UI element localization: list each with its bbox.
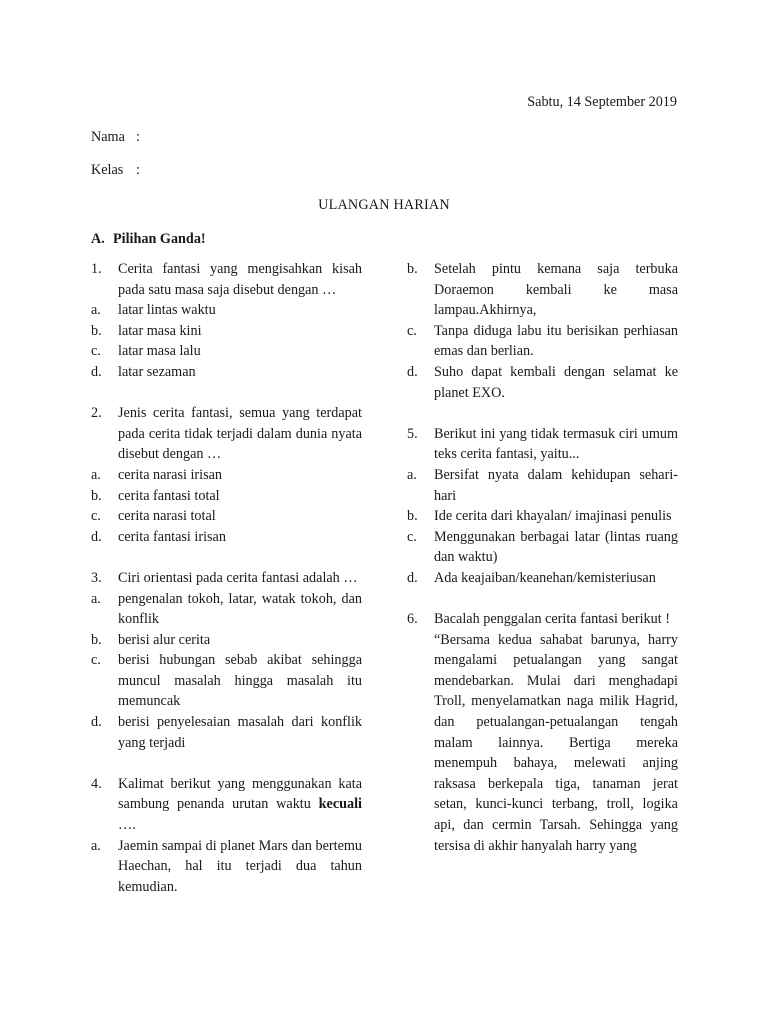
option-row — [91, 486, 362, 507]
name-field-row — [91, 127, 140, 148]
spacer — [407, 589, 678, 610]
question-4 — [91, 774, 362, 836]
option-letter: c. — [91, 508, 101, 525]
spacer — [407, 403, 678, 424]
class-separator: : — [136, 162, 140, 178]
option-text: Ada keajaiban/keanehan/kemisteriusan — [434, 569, 656, 586]
option-letter: d. — [407, 363, 418, 380]
question-number: 5. — [407, 425, 418, 442]
spacer — [91, 547, 362, 568]
option-letter: c. — [407, 322, 417, 339]
option-row — [407, 465, 678, 506]
question-text: Cerita fantasi yang mengisahkan kisah pada satu masa saja disebut dengan … — [118, 261, 362, 298]
option-row — [91, 836, 362, 898]
option-letter: b. — [91, 487, 102, 504]
option-text: Ide cerita dari khayalan/ imajinasi penulis — [434, 508, 672, 525]
option-text: berisi alur cerita — [118, 631, 211, 648]
option-text: Tanpa diduga labu itu berisikan perhiasan emas dan berlian. — [434, 322, 678, 360]
question-number: 2. — [91, 405, 102, 422]
option-row — [407, 259, 678, 321]
option-text: latar masa lalu — [118, 343, 201, 360]
exam-title: ULANGAN HARIAN — [318, 197, 450, 213]
option-row — [91, 300, 362, 321]
option-row — [407, 506, 678, 527]
option-text: latar sezaman — [118, 363, 196, 380]
option-letter: d. — [91, 528, 102, 545]
option-letter: b. — [91, 631, 102, 648]
question-1 — [91, 259, 362, 300]
option-text: latar lintas waktu — [118, 302, 216, 319]
date-line: Sabtu, 14 September 2019 — [527, 94, 677, 110]
question-number: 3. — [91, 569, 102, 586]
option-text: Jaemin sampai di planet Mars dan bertemu Haechan, hal itu terjadi dua tahun kemudian. — [118, 837, 362, 895]
question-5 — [407, 424, 678, 465]
option-text: Setelah pintu kemana saja terbuka Doraemon kembali ke masa lampau.Akhirnya, — [434, 261, 678, 319]
option-row — [91, 650, 362, 712]
option-letter: b. — [91, 322, 102, 339]
option-row — [91, 712, 362, 753]
option-letter: a. — [91, 590, 101, 607]
option-row — [91, 465, 362, 486]
name-label: Nama — [91, 129, 125, 145]
option-letter: d. — [91, 714, 102, 731]
option-letter: a. — [91, 302, 101, 319]
option-letter: c. — [91, 343, 101, 360]
option-row — [407, 527, 678, 568]
option-text: Menggunakan berbagai latar (lintas ruang dan waktu) — [434, 528, 678, 566]
option-row — [91, 341, 362, 362]
spacer — [91, 383, 362, 404]
option-text: cerita fantasi irisan — [118, 528, 226, 545]
passage-row — [407, 630, 678, 857]
class-field-row — [91, 160, 140, 181]
question-emphasis: kecuali — [318, 796, 362, 813]
option-letter: c. — [407, 528, 417, 545]
option-row — [407, 321, 678, 362]
option-row — [407, 568, 678, 589]
option-letter: d. — [407, 569, 418, 586]
question-text: Berikut ini yang tidak termasuk ciri umum teks cerita fantasi, yaitu... — [434, 425, 678, 463]
option-letter: a. — [91, 466, 101, 483]
option-row — [91, 506, 362, 527]
option-row — [91, 362, 362, 383]
option-text: latar masa kini — [118, 322, 202, 339]
question-number: 6. — [407, 611, 418, 628]
section-heading — [91, 229, 206, 250]
question-text: Bacalah penggalan cerita fantasi berikut ! — [434, 611, 670, 628]
option-text: Suho dapat kembali dengan selamat ke planet EXO. — [434, 363, 678, 401]
section-letter: A. — [91, 231, 105, 247]
question-number: 1. — [91, 261, 102, 277]
option-row — [407, 362, 678, 403]
question-text: Ciri orientasi pada cerita fantasi adalah … — [118, 569, 358, 586]
option-letter: b. — [407, 261, 418, 277]
question-text: Jenis cerita fantasi, semua yang terdapat pada cerita tidak terjadi dalam dunia nyata disebut dengan … — [118, 405, 362, 463]
option-letter: c. — [91, 652, 101, 669]
question-2 — [91, 403, 362, 465]
option-row — [91, 527, 362, 548]
option-text: pengenalan tokoh, latar, watak tokoh, dan konflik — [118, 590, 362, 628]
question-6 — [407, 609, 678, 630]
question-text-part: …. — [118, 817, 136, 834]
left-column — [91, 259, 362, 897]
option-row — [91, 321, 362, 342]
option-text: cerita narasi irisan — [118, 466, 222, 483]
question-text — [118, 774, 362, 836]
option-letter: b. — [407, 508, 418, 525]
option-text: Bersifat nyata dalam kehidupan sehari-hari — [434, 466, 678, 504]
option-text: cerita fantasi total — [118, 487, 220, 504]
option-text: berisi hubungan sebab akibat sehingga muncul masalah hingga masalah itu memuncak — [118, 652, 362, 710]
class-label: Kelas — [91, 162, 124, 178]
story-passage: “Bersama kedua sahabat barunya, harry mengalami petualangan yang sangat mendebarkan. Mulai dari menghadapi Troll, menyelamatkan naga milik Hagrid, dan petualangan-petualangan tengah malam lainnya. Bertiga mereka menempuh bahaya, melewati anjing raksasa berkepala tiga, tanaman jerat setan, kunci-kunci terbang, troll, logika api, dan cermin Tarsah. Sehingga yang tersisa di akhir hanyalah harry yang — [434, 631, 678, 854]
question-number: 4. — [91, 775, 102, 792]
question-text-part: Kalimat berikut yang menggunakan kata sambung penanda urutan waktu — [118, 775, 362, 813]
option-text: berisi penyelesaian masalah dari konflik yang terjadi — [118, 714, 362, 751]
question-3 — [91, 568, 362, 589]
option-letter: a. — [91, 837, 101, 854]
option-letter: d. — [91, 363, 102, 380]
option-text: cerita narasi total — [118, 508, 216, 525]
option-letter: a. — [407, 466, 417, 483]
option-row — [91, 630, 362, 651]
spacer — [91, 753, 362, 774]
option-row — [91, 589, 362, 630]
name-separator: : — [136, 129, 140, 145]
section-title: Pilihan Ganda! — [113, 231, 206, 247]
right-column — [407, 259, 678, 856]
